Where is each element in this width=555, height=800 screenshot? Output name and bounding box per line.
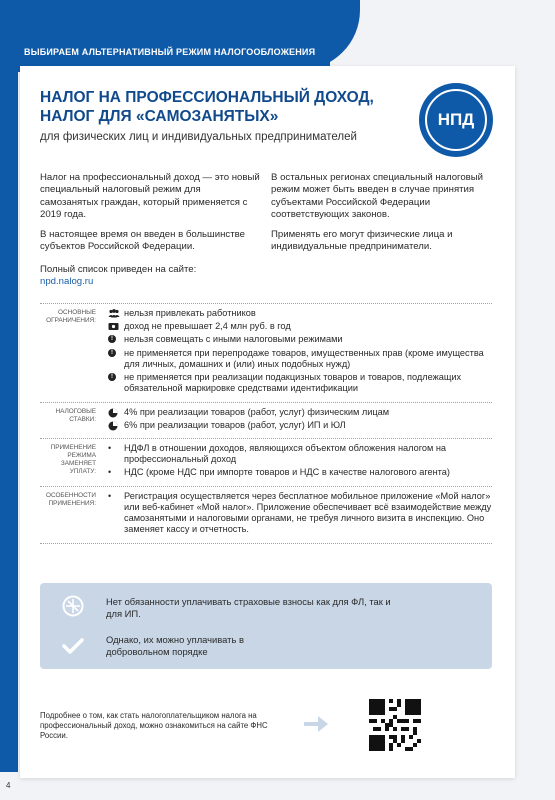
row-label: НАЛОГОВЫЕ СТАВКИ: bbox=[55, 407, 96, 423]
item-text: нельзя привлекать работников bbox=[124, 308, 256, 318]
list-item bbox=[108, 334, 492, 345]
warning-icon: ! bbox=[108, 335, 116, 343]
item-text: не применяется при перепродаже товаров, имущественных прав (кроме имущества для личных, домашних и (или) иных подобных нужд) bbox=[124, 347, 484, 369]
warning-icon: ! bbox=[108, 373, 116, 381]
npd-badge-text: НПД bbox=[425, 89, 487, 151]
arrow-right-icon bbox=[302, 710, 330, 738]
table-row bbox=[40, 438, 492, 486]
intro-left-p3 bbox=[40, 264, 260, 289]
list-item bbox=[108, 443, 492, 465]
info-box bbox=[40, 583, 492, 669]
bullet-icon: • bbox=[108, 467, 112, 478]
page-number: 4 bbox=[6, 781, 11, 790]
section-title: ВЫБИРАЕМ АЛЬТЕРНАТИВНЫЙ РЕЖИМ НАЛОГООБЛОЖЕНИЯ bbox=[24, 47, 316, 57]
info-line-2: Однако, их можно уплачивать в добровольном порядке bbox=[106, 634, 244, 658]
table-row bbox=[40, 402, 492, 438]
bullet-icon: • bbox=[108, 490, 112, 501]
intro-right-p1: В остальных регионах специальный налоговый режим может быть введен в случае принятия субъектами Российской Федерации соответствующих законов. bbox=[271, 172, 484, 221]
intro-right-p2: Применять его могут физические лица и индивидуальные предприниматели. bbox=[271, 229, 453, 253]
warning-icon: ! bbox=[108, 349, 116, 357]
title-line-2: НАЛОГ ДЛЯ «САМОЗАНЯТЫХ» bbox=[40, 108, 279, 126]
list-item bbox=[108, 420, 492, 431]
intro-site-label: Полный список приведен на сайте: bbox=[40, 264, 197, 275]
bullet-icon: • bbox=[108, 442, 112, 453]
intro-left-p2: В настоящее время он введен в большинстве субъектов Российской Федерации. bbox=[40, 229, 245, 253]
item-text: 6% при реализации товаров (работ, услуг) ИП и ЮЛ bbox=[124, 419, 346, 430]
checkmark-icon bbox=[62, 635, 84, 657]
item-text: нельзя совмещать с иными налоговыми режимами bbox=[124, 334, 343, 345]
list-item bbox=[108, 321, 492, 332]
pie-chart-icon bbox=[108, 420, 124, 431]
intro-left-p1: Налог на профессиональный доход — это новый специальный налоговый режим для самозанятых граждан, который применяется с 2019 года. bbox=[40, 172, 260, 221]
page-title bbox=[40, 88, 400, 127]
list-item bbox=[108, 407, 492, 418]
money-icon bbox=[108, 321, 124, 332]
item-text: не применяется при реализации подакцизных товаров и товаров, подлежащих обязательной маркировке средствами идентификации bbox=[124, 372, 462, 394]
item-text: 4% при реализации товаров (работ, услуг) физическим лицам bbox=[124, 406, 390, 417]
row-label: ПРИМЕНЕНИЕ РЕЖИМА ЗАМЕНЯЕТ УПЛАТУ: bbox=[50, 443, 96, 475]
item-text: НДС (кроме НДС при импорте товаров и НДС в качестве налогового агента) bbox=[124, 467, 450, 478]
page-subtitle: для физических лиц и индивидуальных предпринимателей bbox=[40, 131, 357, 143]
workers-icon bbox=[108, 308, 124, 319]
npd-site-link[interactable]: npd.nalog.ru bbox=[40, 276, 94, 288]
qr-code[interactable] bbox=[369, 699, 421, 751]
list-item bbox=[108, 467, 492, 478]
table-row bbox=[40, 303, 492, 402]
header-band bbox=[0, 0, 330, 72]
list-item bbox=[108, 372, 492, 394]
item-text: доход не превышает 2,4 млн руб. в год bbox=[124, 321, 291, 332]
item-text: НДФЛ в отношении доходов, являющихся объектом обложения налогом на профессиональный доход bbox=[124, 442, 447, 465]
footer-text: Подробнее о том, как стать налогоплательщиком налога на профессиональный доход, можно ознакомиться на сайте ФНС России. bbox=[40, 711, 268, 741]
regime-table bbox=[40, 303, 492, 544]
pie-chart-icon bbox=[108, 407, 124, 418]
left-strip bbox=[0, 72, 18, 772]
list-item bbox=[108, 491, 492, 536]
table-row bbox=[40, 486, 492, 544]
list-item bbox=[108, 308, 492, 319]
npd-badge-icon bbox=[419, 83, 493, 157]
item-text: Регистрация осуществляется через бесплатное мобильное приложение «Мой налог» или веб-кабинет «Мой налог». Приложение обеспечивает всё взаимодействие между самозанятыми и налоговыми органами, не требуя личного визита в инспекцию. Оно заменяет кассу и отчетность. bbox=[124, 490, 492, 535]
row-label: ОСОБЕННОСТИ ПРИМЕНЕНИЯ: bbox=[46, 491, 96, 507]
info-line-1: Нет обязанности уплачивать страховые взносы как для ФЛ, так и для ИП. bbox=[106, 596, 391, 620]
list-item bbox=[108, 348, 492, 370]
title-line-1: НАЛОГ НА ПРОФЕССИОНАЛЬНЫЙ ДОХОД, bbox=[40, 89, 374, 106]
row-label: ОСНОВНЫЕ ОГРАНИЧЕНИЯ: bbox=[46, 309, 96, 324]
no-fees-icon bbox=[62, 595, 84, 617]
